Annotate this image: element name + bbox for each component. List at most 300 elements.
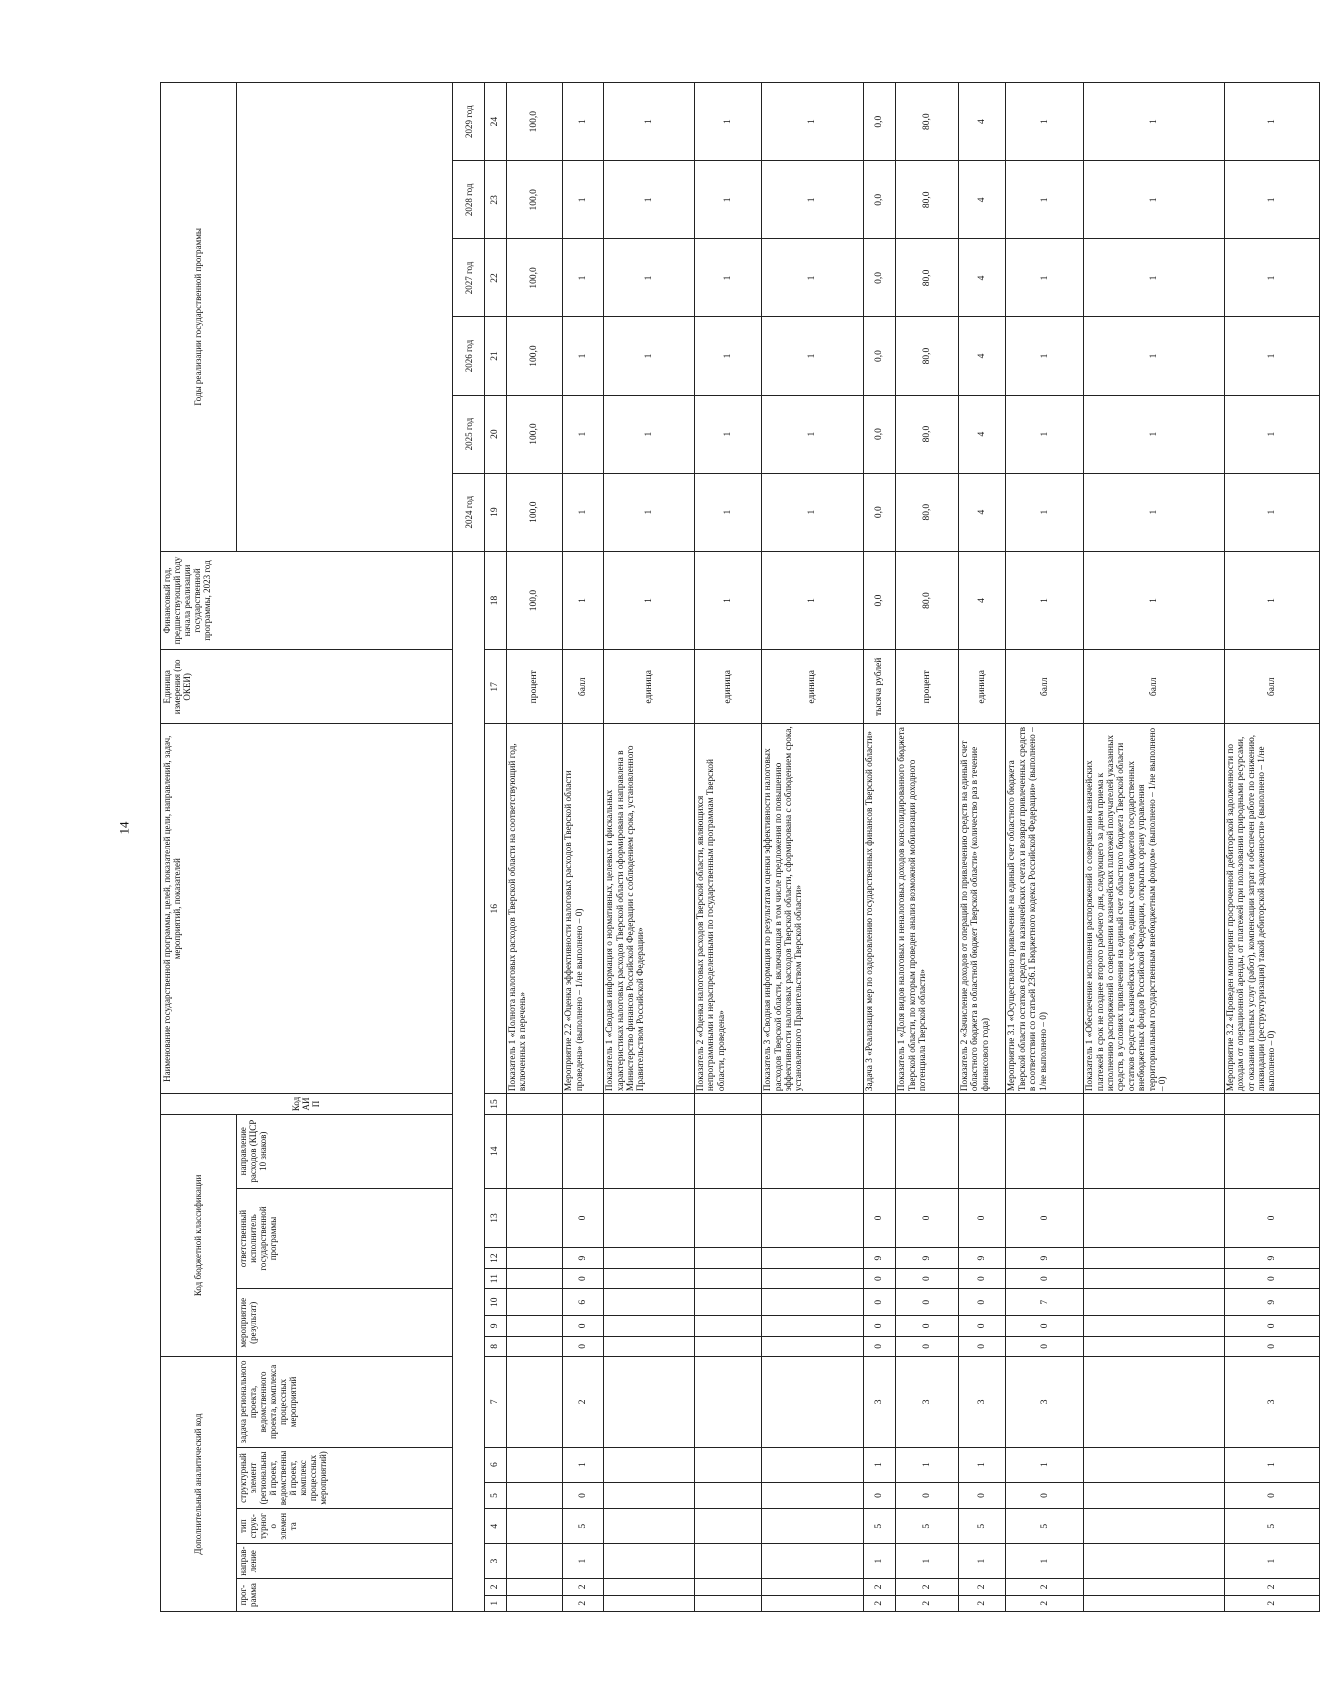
code-cell — [506, 1289, 562, 1316]
code-cell — [604, 1268, 695, 1289]
code-cell — [762, 1316, 864, 1337]
value-cell: 1 — [1224, 239, 1319, 317]
header-base-year: Финансовый год, предшествующий году начала реализации государственной программы, 2023 год — [161, 551, 453, 650]
value-cell: 1 — [695, 551, 762, 650]
header-year-2028: 2028 год — [452, 161, 484, 239]
column-number: 5 — [485, 1482, 507, 1509]
code-cell: 0 — [1224, 1482, 1319, 1509]
value-cell: 4 — [958, 161, 1006, 239]
header-years-row — [452, 83, 484, 1612]
value-cell: 1 — [563, 473, 604, 551]
value-cell: 4 — [958, 551, 1006, 650]
code-cell: 2 — [1224, 1595, 1319, 1611]
code-cell — [604, 1188, 695, 1248]
code-cell — [695, 1188, 762, 1248]
code-cell — [506, 1114, 562, 1188]
code-cell — [695, 1509, 762, 1544]
code-cell — [604, 1482, 695, 1509]
code-cell — [506, 1268, 562, 1289]
code-cell: 0 — [563, 1336, 604, 1357]
value-cell: 100,0 — [506, 551, 562, 650]
header-row-1 — [161, 83, 237, 1612]
header-direction: направ-ление — [236, 1544, 452, 1579]
column-number: 21 — [485, 317, 507, 395]
value-cell: 1 — [604, 161, 695, 239]
value-cell: 4 — [958, 473, 1006, 551]
code-cell: 9 — [1006, 1248, 1084, 1269]
column-number: 7 — [485, 1357, 507, 1447]
value-cell: 1 — [604, 551, 695, 650]
value-cell: 0,0 — [863, 395, 895, 473]
column-number: 17 — [485, 650, 507, 724]
value-cell: 1 — [695, 239, 762, 317]
code-cell: 0 — [1006, 1268, 1084, 1289]
code-cell: 2 — [563, 1579, 604, 1595]
column-number: 4 — [485, 1509, 507, 1544]
aip-cell — [958, 1094, 1006, 1115]
code-cell: 1 — [896, 1447, 959, 1482]
value-cell: 1 — [1084, 161, 1225, 239]
code-cell: 3 — [863, 1357, 895, 1447]
code-cell: 0 — [863, 1316, 895, 1337]
value-cell: 0,0 — [863, 239, 895, 317]
code-cell — [762, 1268, 864, 1289]
value-cell: 1 — [1224, 317, 1319, 395]
code-cell: 3 — [1224, 1357, 1319, 1447]
code-cell — [506, 1188, 562, 1248]
code-cell — [1084, 1544, 1225, 1579]
code-cell: 2 — [1224, 1579, 1319, 1595]
code-cell — [604, 1114, 695, 1188]
indicator-name: Показатель 1 «Полнота налоговых расходов Тверской области на соответствующий год, включенных в перечень» — [506, 724, 562, 1094]
table-row — [863, 83, 895, 1612]
column-number: 19 — [485, 473, 507, 551]
code-cell: 2 — [958, 1579, 1006, 1595]
column-number: 18 — [485, 551, 507, 650]
header-year-2025: 2025 год — [452, 395, 484, 473]
code-cell: 0 — [958, 1268, 1006, 1289]
table-row — [695, 83, 762, 1612]
code-cell: 0 — [863, 1289, 895, 1316]
value-cell: 1 — [1224, 83, 1319, 161]
value-cell: 1 — [1084, 239, 1225, 317]
unit-cell: балл — [1084, 650, 1225, 724]
code-cell — [762, 1336, 864, 1357]
column-number: 13 — [485, 1188, 507, 1248]
value-cell: 1 — [604, 317, 695, 395]
code-cell: 2 — [958, 1595, 1006, 1611]
code-cell — [506, 1447, 562, 1482]
code-cell — [762, 1289, 864, 1316]
value-cell: 100,0 — [506, 473, 562, 551]
column-number: 6 — [485, 1447, 507, 1482]
value-cell: 80,0 — [896, 83, 959, 161]
value-cell: 100,0 — [506, 317, 562, 395]
code-cell: 6 — [563, 1289, 604, 1316]
code-cell: 0 — [896, 1188, 959, 1248]
code-cell: 1 — [1224, 1544, 1319, 1579]
code-cell — [958, 1114, 1006, 1188]
code-cell: 0 — [863, 1188, 895, 1248]
code-cell — [604, 1595, 695, 1611]
code-cell — [1084, 1447, 1225, 1482]
table-row — [896, 83, 959, 1612]
code-cell — [762, 1544, 864, 1579]
code-cell: 0 — [1006, 1482, 1084, 1509]
code-cell: 1 — [563, 1544, 604, 1579]
code-cell: 0 — [958, 1188, 1006, 1248]
value-cell: 1 — [1006, 317, 1084, 395]
value-cell: 80,0 — [896, 551, 959, 650]
indicator-name: Показатель 3 «Сводная информация по результатам оценки эффективности налоговых расходов Тверской области, включающая в том числе предложения по повышению эффективности налоговых расходов Тверской области, сформирована с соблюдением срока, установленного Правительством Тверской области» — [762, 724, 864, 1094]
code-cell: 5 — [563, 1509, 604, 1544]
code-cell — [695, 1114, 762, 1188]
code-cell: 0 — [958, 1482, 1006, 1509]
value-cell: 80,0 — [896, 395, 959, 473]
value-cell: 1 — [1224, 395, 1319, 473]
code-cell — [762, 1509, 864, 1544]
table-row — [762, 83, 864, 1612]
indicator-name: Мероприятие 3.2 «Проведен мониторинг просроченной дебиторской задолженности по доходам от операционной аренды, от платежей при пользовании природными ресурсами, от оказания платных услуг (работ), компенсации затрат и обеспечен работе по снижению, ликвидации (реструктуризация) такой дебиторской задолженности» (выполнено – 1/не выполнено – 0) — [1224, 724, 1319, 1094]
value-cell: 1 — [563, 317, 604, 395]
code-cell — [1084, 1268, 1225, 1289]
value-cell: 100,0 — [506, 395, 562, 473]
value-cell: 100,0 — [506, 239, 562, 317]
code-cell: 0 — [1006, 1316, 1084, 1337]
code-cell: 2 — [896, 1579, 959, 1595]
code-cell: 0 — [1224, 1336, 1319, 1357]
unit-cell: процент — [896, 650, 959, 724]
value-cell: 1 — [604, 395, 695, 473]
header-years-blank — [236, 83, 452, 552]
aip-cell — [896, 1094, 959, 1115]
code-cell: 0 — [1224, 1268, 1319, 1289]
code-cell: 0 — [896, 1316, 959, 1337]
code-cell: 2 — [1006, 1595, 1084, 1611]
unit-cell: единица — [762, 650, 864, 724]
value-cell: 1 — [1084, 551, 1225, 650]
unit-cell: единица — [604, 650, 695, 724]
value-cell: 1 — [604, 83, 695, 161]
code-cell — [762, 1248, 864, 1269]
header-task: задача регионального проекта, ведомственного проекта, комплекса процессных мероприятий — [236, 1357, 452, 1447]
value-cell: 1 — [563, 395, 604, 473]
code-cell — [506, 1316, 562, 1337]
code-cell — [506, 1509, 562, 1544]
code-cell — [1084, 1188, 1225, 1248]
header-event: мероприятие (результат) — [236, 1289, 452, 1357]
indicator-name: Задача 3 «Реализация мер по оздоровлению государственных финансов Тверской области» — [863, 724, 895, 1094]
value-cell: 1 — [762, 83, 864, 161]
code-cell — [762, 1447, 864, 1482]
header-year-2026: 2026 год — [452, 317, 484, 395]
aip-cell — [506, 1094, 562, 1115]
code-cell — [1084, 1248, 1225, 1269]
code-cell: 1 — [863, 1544, 895, 1579]
code-cell: 5 — [863, 1509, 895, 1544]
unit-cell: единица — [958, 650, 1006, 724]
value-cell: 4 — [958, 239, 1006, 317]
value-cell: 1 — [1084, 83, 1225, 161]
value-cell: 1 — [762, 161, 864, 239]
column-number: 2 — [485, 1579, 507, 1595]
code-cell — [604, 1289, 695, 1316]
value-cell: 4 — [958, 395, 1006, 473]
table-row — [563, 83, 604, 1612]
code-cell: 0 — [563, 1316, 604, 1337]
code-cell: 3 — [958, 1357, 1006, 1447]
aip-cell — [1224, 1094, 1319, 1115]
code-cell: 0 — [863, 1268, 895, 1289]
code-cell — [762, 1188, 864, 1248]
code-cell — [695, 1248, 762, 1269]
code-cell — [1006, 1114, 1084, 1188]
code-cell — [506, 1248, 562, 1269]
value-cell: 1 — [1006, 83, 1084, 161]
value-cell: 80,0 — [896, 473, 959, 551]
code-cell — [695, 1482, 762, 1509]
aip-cell — [604, 1094, 695, 1115]
indicator-name: Мероприятие 2.2 «Оценка эффективности налоговых расходов Тверской области проведена» (выполнено – 1/не выполнено – 0) — [563, 724, 604, 1094]
code-cell: 9 — [1224, 1248, 1319, 1269]
value-cell: 1 — [762, 473, 864, 551]
code-cell: 0 — [896, 1289, 959, 1316]
code-cell: 0 — [1006, 1336, 1084, 1357]
value-cell: 1 — [695, 395, 762, 473]
column-number: 23 — [485, 161, 507, 239]
code-cell — [762, 1482, 864, 1509]
value-cell: 1 — [1006, 239, 1084, 317]
indicator-name: Показатель 1 «Сводная информация о нормативных, целевых и фискальных характеристиках налоговых расходов Тверской области оформирована и направлена в Министерство финансов Российской Федерации с соблюдением срока, установленного Правительством Российской Федерации» — [604, 724, 695, 1094]
value-cell: 1 — [695, 161, 762, 239]
header-unit: Единица измерения (по ОКЕИ) — [161, 650, 453, 724]
header-additional-code: Дополнительный аналитический код — [161, 1357, 237, 1612]
value-cell: 1 — [604, 239, 695, 317]
code-cell — [604, 1544, 695, 1579]
code-cell: 1 — [958, 1447, 1006, 1482]
column-number: 10 — [485, 1289, 507, 1316]
header-program: прог-рамма — [236, 1579, 452, 1612]
indicator-name: Показатель 1 «Обеспечение исполнения распоряжений о совершении казначейских платежей в срок не позднее второго рабочего дня, следующего за днем приема к исполнению распоряжений о совершении казначейских платежей получателей указанных средств, в условиях привлечения на единый счет областного бюджета Тверской области остатков средств с казначейских счетов, единых счетов бюджетов государственных внебюджетных фондов Российской Федерации, открытых органу управления территориальным государственным внебюджетным фондом» (выполнено – 1/не выполнено – 0) — [1084, 724, 1225, 1094]
header-struct-type: тип струк-турного элемента — [236, 1509, 452, 1544]
code-cell: 0 — [896, 1268, 959, 1289]
rotated-table-wrapper — [160, 82, 1320, 1612]
table-row — [958, 83, 1006, 1612]
code-cell: 2 — [563, 1357, 604, 1447]
code-cell — [1084, 1482, 1225, 1509]
value-cell: 0,0 — [863, 83, 895, 161]
value-cell: 1 — [1006, 473, 1084, 551]
code-cell — [604, 1336, 695, 1357]
value-cell: 4 — [958, 317, 1006, 395]
value-cell: 1 — [1006, 551, 1084, 650]
header-years-group: Годы реализации государственной программы — [161, 83, 237, 552]
code-cell — [695, 1316, 762, 1337]
value-cell: 1 — [563, 83, 604, 161]
value-cell: 1 — [762, 551, 864, 650]
indicator-name: Показатель 1 «Доля видов налоговых и неналоговых доходов консолидированного бюджета Тверской области, по которым проведен анализ возможной мобилизации доходного потенциала Тверской области» — [896, 724, 959, 1094]
code-cell — [506, 1357, 562, 1447]
code-cell: 1 — [1006, 1447, 1084, 1482]
unit-cell: балл — [563, 650, 604, 724]
code-cell: 5 — [1006, 1509, 1084, 1544]
code-cell: 0 — [563, 1482, 604, 1509]
column-number: 12 — [485, 1248, 507, 1269]
code-cell: 1 — [1224, 1447, 1319, 1482]
table-row — [604, 83, 695, 1612]
code-cell — [1084, 1316, 1225, 1337]
code-cell: 0 — [896, 1482, 959, 1509]
header-executor: ответственный исполнитель государственной программы — [236, 1188, 452, 1289]
code-cell — [1084, 1509, 1225, 1544]
code-cell: 5 — [896, 1509, 959, 1544]
code-cell: 9 — [863, 1248, 895, 1269]
table-row — [1084, 83, 1225, 1612]
code-cell: 0 — [1006, 1188, 1084, 1248]
value-cell: 1 — [1006, 395, 1084, 473]
value-cell: 0,0 — [863, 551, 895, 650]
code-cell — [695, 1579, 762, 1595]
code-cell — [863, 1114, 895, 1188]
code-cell: 1 — [563, 1447, 604, 1482]
header-budget-code: Код бюджетной классификации — [161, 1114, 237, 1356]
header-year-2029: 2029 год — [452, 83, 484, 161]
value-cell: 1 — [762, 317, 864, 395]
column-number: 24 — [485, 83, 507, 161]
column-number: 8 — [485, 1336, 507, 1357]
header-expense-direction: направление расходов (КЦСР 10 знаков) — [236, 1114, 452, 1188]
value-cell: 1 — [563, 239, 604, 317]
code-cell: 2 — [863, 1579, 895, 1595]
code-cell — [695, 1289, 762, 1316]
code-cell — [762, 1357, 864, 1447]
header-year-2024: 2024 год — [452, 473, 484, 551]
value-cell: 0,0 — [863, 161, 895, 239]
column-number: 14 — [485, 1114, 507, 1188]
value-cell: 1 — [563, 551, 604, 650]
code-cell — [604, 1579, 695, 1595]
code-cell — [695, 1336, 762, 1357]
header-years-spacer — [452, 551, 484, 1611]
code-cell — [506, 1595, 562, 1611]
code-cell: 9 — [958, 1248, 1006, 1269]
code-cell: 0 — [958, 1289, 1006, 1316]
code-cell — [695, 1595, 762, 1611]
code-cell: 1 — [1006, 1544, 1084, 1579]
header-name: Наименование государственной программы, целей, показателей цели, направлений, задач, мероприятий, показателей — [161, 724, 453, 1094]
aip-cell — [762, 1094, 864, 1115]
unit-cell: тысяча рублей — [863, 650, 895, 724]
value-cell: 1 — [695, 473, 762, 551]
value-cell: 4 — [958, 83, 1006, 161]
header-struct-element: структурный элемент (региональный проект, ведомственный проект, комплекс процессных мероприятий) — [236, 1447, 452, 1509]
aip-cell — [695, 1094, 762, 1115]
code-cell: 0 — [1224, 1316, 1319, 1337]
code-cell: 0 — [563, 1188, 604, 1248]
column-number: 9 — [485, 1316, 507, 1337]
header-aip-code: Код АИП — [161, 1094, 453, 1115]
value-cell: 80,0 — [896, 239, 959, 317]
value-cell: 1 — [1224, 473, 1319, 551]
code-cell — [1084, 1336, 1225, 1357]
code-cell — [762, 1595, 864, 1611]
code-cell: 9 — [563, 1248, 604, 1269]
value-cell: 1 — [762, 395, 864, 473]
table-row — [506, 83, 562, 1612]
unit-cell: балл — [1224, 650, 1319, 724]
code-cell — [695, 1447, 762, 1482]
code-cell — [506, 1336, 562, 1357]
code-cell — [695, 1357, 762, 1447]
code-cell — [695, 1544, 762, 1579]
aip-cell — [1006, 1094, 1084, 1115]
indicator-name: Мероприятие 3.1 «Осуществлено привлечение на единый счет областного бюджета Тверской области остатков средств на казначейских счетах и возврат привлеченных средств в соответствии со статьей 236.1 Бюджетного кодекса Российской Федерации» (выполнено – 1/не выполнено – 0) — [1006, 724, 1084, 1094]
code-cell: 2 — [1006, 1579, 1084, 1595]
column-number: 1 — [485, 1595, 507, 1611]
code-cell — [1084, 1114, 1225, 1188]
indicator-name: Показатель 2 «Оценка налоговых расходов Тверской области, являющихся непрограммными и нераспределенными по государственным программам Тверской области, проведена» — [695, 724, 762, 1094]
code-cell — [604, 1316, 695, 1337]
code-cell — [1084, 1595, 1225, 1611]
code-cell — [1084, 1579, 1225, 1595]
unit-cell: процент — [506, 650, 562, 724]
code-cell: 2 — [896, 1595, 959, 1611]
column-number: 22 — [485, 239, 507, 317]
value-cell: 1 — [563, 161, 604, 239]
code-cell: 0 — [958, 1316, 1006, 1337]
code-cell: 7 — [1006, 1289, 1084, 1316]
unit-cell: балл — [1006, 650, 1084, 724]
code-cell: 1 — [896, 1544, 959, 1579]
value-cell: 100,0 — [506, 83, 562, 161]
code-cell — [1084, 1357, 1225, 1447]
code-cell: 0 — [863, 1482, 895, 1509]
column-number: 20 — [485, 395, 507, 473]
value-cell: 80,0 — [896, 161, 959, 239]
code-cell — [695, 1268, 762, 1289]
code-cell: 9 — [896, 1248, 959, 1269]
code-cell — [604, 1447, 695, 1482]
code-cell — [506, 1482, 562, 1509]
value-cell: 1 — [1084, 395, 1225, 473]
code-cell — [1224, 1114, 1319, 1188]
code-cell: 1 — [958, 1544, 1006, 1579]
column-number: 16 — [485, 724, 507, 1094]
value-cell: 1 — [1084, 473, 1225, 551]
code-cell: 2 — [863, 1595, 895, 1611]
header-year-2027: 2027 год — [452, 239, 484, 317]
code-cell — [506, 1544, 562, 1579]
code-cell — [762, 1579, 864, 1595]
code-cell: 5 — [958, 1509, 1006, 1544]
value-cell: 1 — [604, 473, 695, 551]
code-cell: 0 — [1224, 1188, 1319, 1248]
code-cell: 1 — [863, 1447, 895, 1482]
code-cell: 3 — [896, 1357, 959, 1447]
column-number: 11 — [485, 1268, 507, 1289]
value-cell: 0,0 — [863, 317, 895, 395]
code-cell — [604, 1357, 695, 1447]
code-cell: 3 — [1006, 1357, 1084, 1447]
value-cell: 1 — [1084, 317, 1225, 395]
column-number: 3 — [485, 1544, 507, 1579]
code-cell — [896, 1114, 959, 1188]
aip-cell — [1084, 1094, 1225, 1115]
column-numbers-row — [485, 83, 507, 1612]
code-cell — [506, 1579, 562, 1595]
code-cell — [563, 1114, 604, 1188]
code-cell — [604, 1509, 695, 1544]
